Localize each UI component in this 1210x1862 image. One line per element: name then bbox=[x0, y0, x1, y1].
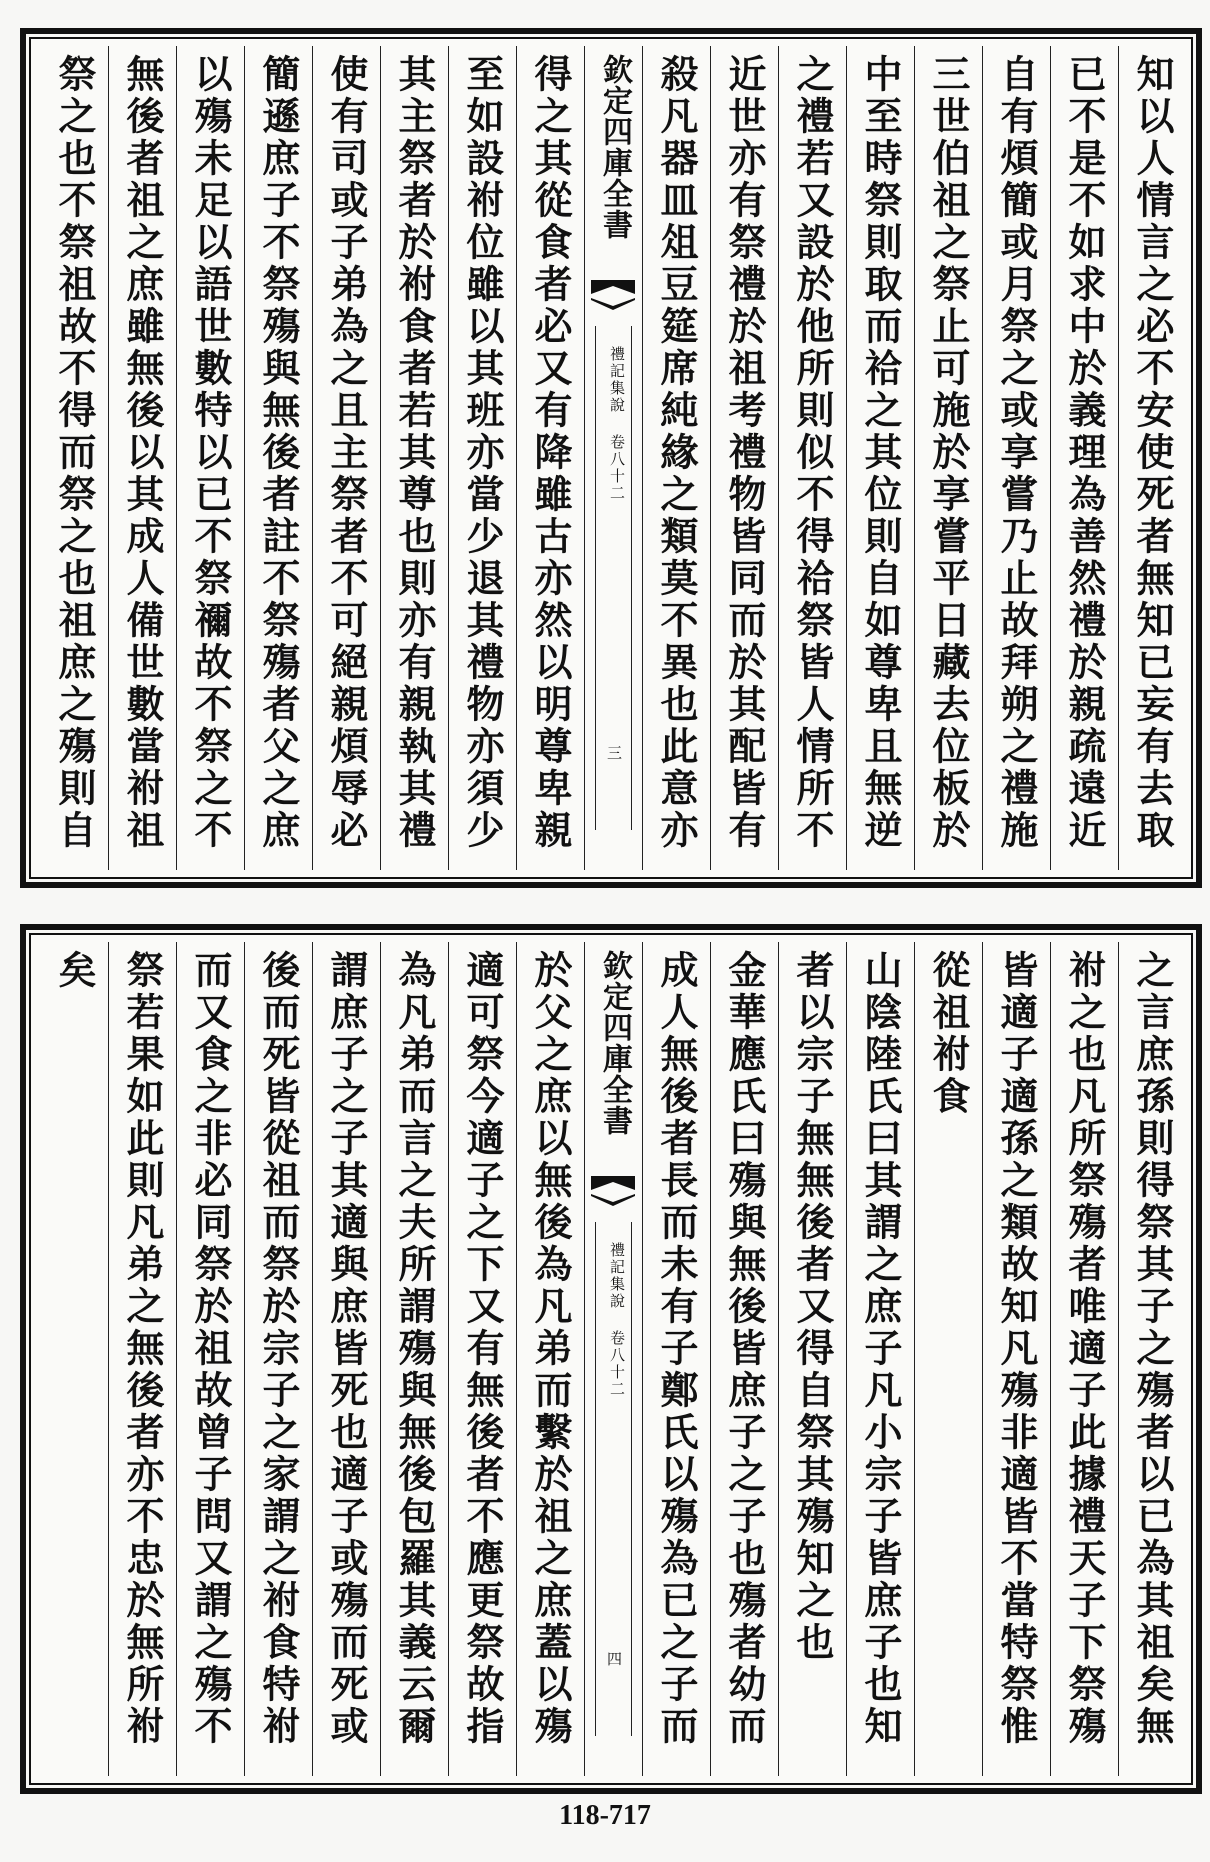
text-column: 矣 bbox=[52, 950, 97, 992]
book-title: 欽定四庫全書 bbox=[597, 950, 632, 1136]
volume-label: 禮記集說 卷八十二 bbox=[608, 1242, 626, 1398]
fish-tail-icon bbox=[591, 276, 635, 316]
text-column: 祭若果如此則凡弟之無後者亦不忠於無所祔 bbox=[108, 942, 176, 1776]
text-column: 適可祭今適子之下又有無後者不應更祭故指 bbox=[448, 942, 516, 1776]
text-column: 自有煩簡或月祭之或享嘗乃止故拜朔之禮施 bbox=[982, 46, 1050, 870]
text-column: 其主祭者於祔食者若其尊也則亦有親執其禮 bbox=[380, 46, 448, 870]
text-column: 從祖祔食 bbox=[914, 942, 982, 1776]
book-title: 欽定四庫全書 bbox=[597, 54, 632, 240]
volume-label: 禮記集說 卷八十二 bbox=[608, 346, 626, 502]
footer-page-id: 118-717 bbox=[559, 1800, 651, 1831]
text-column: 成人無後者長而未有子鄭氏以殤為已之子而 bbox=[642, 942, 710, 1776]
text-column: 金華應氏曰殤與無後皆庶子之子也殤者幼而 bbox=[710, 942, 778, 1776]
page-number: 四 bbox=[605, 1651, 623, 1666]
text-column: 為凡弟而言之夫所謂殤與無後包羅其義云爾 bbox=[380, 942, 448, 1776]
text-column: 無後者祖之庶雖無後以其成人備世數當祔祖 bbox=[108, 46, 176, 870]
text-column: 皆適子適孫之類故知凡殤非適皆不當特祭惟 bbox=[982, 942, 1050, 1776]
text-column: 得之其從食者必又有降雖古亦然以明尊卑親 bbox=[516, 46, 584, 870]
center-fold bbox=[584, 942, 642, 1776]
text-column: 簡遜庶子不祭殤與無後者註不祭殤者父之庶 bbox=[244, 46, 312, 870]
text-column: 至如設祔位雖以其班亦當少退其禮物亦須少 bbox=[448, 46, 516, 870]
text-column: 三世伯祖之祭止可施於享嘗平日藏去位板於 bbox=[914, 46, 982, 870]
text-column: 而又食之非必同祭於祖故曾子問又謂之殤不 bbox=[176, 942, 244, 1776]
page-number: 三 bbox=[605, 745, 623, 760]
fold-line bbox=[595, 1222, 596, 1736]
text-columns bbox=[36, 942, 1186, 1776]
text-column: 山陰陸氏曰其謂之庶子凡小宗子皆庶子也知 bbox=[846, 942, 914, 1776]
text-column: 已不是不如求中於義理為善然禮於親疏遠近 bbox=[1050, 46, 1118, 870]
page-bottom bbox=[20, 924, 1202, 1794]
fold-line bbox=[631, 326, 632, 830]
fold-line bbox=[631, 1222, 632, 1736]
text-columns bbox=[36, 46, 1186, 870]
fold-line bbox=[595, 326, 596, 830]
text-column: 謂庶子之子其適與庶皆死也適子或殤而死或 bbox=[312, 942, 380, 1776]
page-top bbox=[20, 28, 1202, 888]
text-column: 於父之庶以無後為凡弟而繫於祖之庶蓋以殤 bbox=[516, 942, 584, 1776]
text-column: 殺凡器皿俎豆筵席純緣之類莫不異也此意亦 bbox=[642, 46, 710, 870]
text-column: 祔之也凡所祭殤者唯適子此據禮天子下祭殤 bbox=[1050, 942, 1118, 1776]
fish-tail-icon bbox=[591, 1172, 635, 1212]
text-column: 以殤未足以語世數特以已不祭禰故不祭之不 bbox=[176, 46, 244, 870]
center-fold bbox=[584, 46, 642, 870]
text-column: 者以宗子無無後者又得自祭其殤知之也 bbox=[778, 942, 846, 1776]
text-column: 中至時祭則取而祫之其位則自如尊卑且無逆 bbox=[846, 46, 914, 870]
text-column: 知以人情言之必不安使死者無知已妄有去取 bbox=[1118, 46, 1186, 870]
text-column: 使有司或子弟為之且主祭者不可絕親煩辱必 bbox=[312, 46, 380, 870]
text-column: 後而死皆從祖而祭於宗子之家謂之祔食特祔 bbox=[244, 942, 312, 1776]
text-column: 近世亦有祭禮於祖考禮物皆同而於其配皆有 bbox=[710, 46, 778, 870]
text-column: 之言庶孫則得祭其子之殤者以已為其祖矣無 bbox=[1118, 942, 1186, 1776]
text-column: 之禮若又設於他所則似不得祫祭皆人情所不 bbox=[778, 46, 846, 870]
text-column: 祭之也不祭祖故不得而祭之也祖庶之殤則自 bbox=[52, 54, 97, 852]
